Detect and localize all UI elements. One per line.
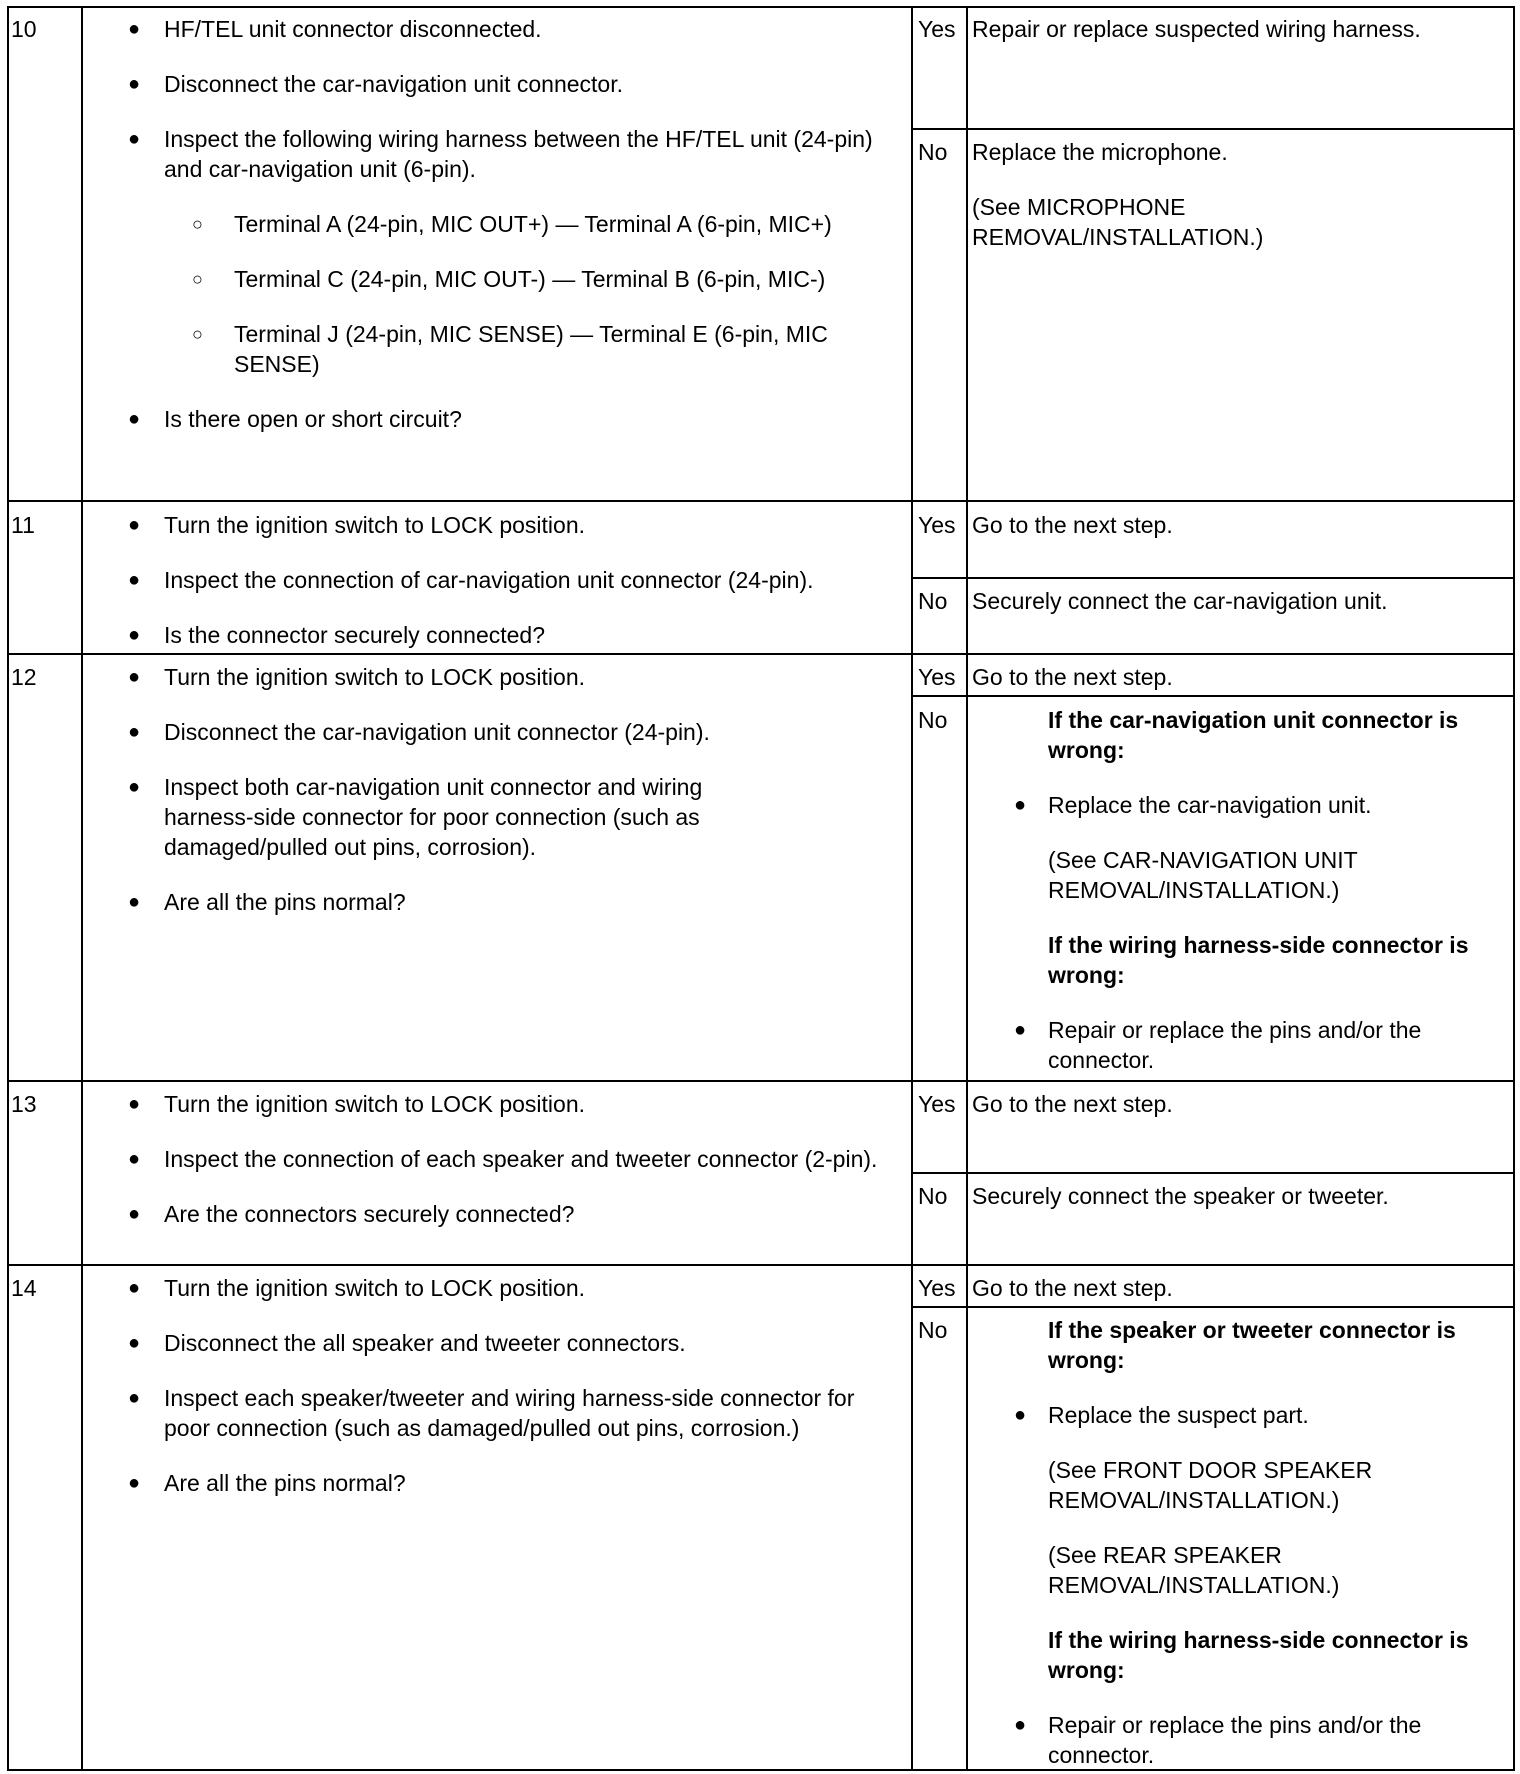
yes-result: Go to the next step. [972,664,1173,690]
action-list [120,510,885,675]
remedy-item: ● Repair or replace the pins and/or the connector. [972,1710,1492,1770]
action-list [120,1273,885,1523]
yes-result: Go to the next step. [972,1275,1173,1301]
action-item: ● Inspect each speaker/tweeter and wiring harness-side connector for poor connection (such as damaged/pulled out pins, corrosion.) [120,1383,885,1443]
condition-heading: If the wiring harness-side connector is wrong: [1048,932,1469,988]
condition-heading: If the speaker or tweeter connector is wrong: [1048,1317,1456,1373]
yes-label: Yes [918,664,956,690]
no-result: Securely connect the car-navigation unit. [972,588,1388,614]
remedy-item: ● Replace the suspect part. [972,1400,1492,1430]
row-divider [7,1264,1515,1266]
yes-no-divider [911,1172,1515,1174]
condition-heading: If the car-navigation unit connector is wrong: [1048,707,1459,763]
action-item: ● Are all the pins normal? [120,1468,885,1498]
reference-note: (See REAR SPEAKER REMOVAL/INSTALLATION.) [1048,1542,1340,1598]
no-label: No [918,588,948,614]
action-item: ● Inspect the connection of car-navigation unit connector (24-pin). [120,565,885,595]
action-item: ● Disconnect the car-navigation unit connector. [120,69,885,99]
yes-label: Yes [918,16,956,42]
no-result [972,1315,1492,1770]
action-list [120,662,780,942]
step-number: 11 [11,512,35,538]
yes-no-divider [911,577,1515,579]
row-divider [7,1080,1515,1082]
yes-label: Yes [918,1091,956,1117]
terminal-item: ○ Terminal A (24-pin, MIC OUT+) — Terminal A (6-pin, MIC+) [164,209,885,239]
terminal-item: ○ Terminal J (24-pin, MIC SENSE) — Terminal E (6-pin, MIC SENSE) [164,319,885,379]
yes-label: Yes [918,1275,956,1301]
action-item: ● Are all the pins normal? [120,887,780,917]
step-number: 10 [11,16,37,42]
yes-label: Yes [918,512,956,538]
no-label: No [918,1317,948,1343]
row-divider [7,500,1515,502]
col-divider-yesno [966,6,968,1771]
reference-note: (See FRONT DOOR SPEAKER REMOVAL/INSTALLATION.) [1048,1457,1373,1513]
action-item: ● Disconnect the all speaker and tweeter connectors. [120,1328,885,1358]
action-item: ● Turn the ignition switch to LOCK position. [120,1089,885,1119]
remedy-item: ● Replace the car-navigation unit. [972,790,1492,820]
condition-heading: If the wiring harness-side connector is wrong: [1048,1627,1469,1683]
no-result: Replace the microphone. (See MICROPHONE REMOVAL/INSTALLATION.) [972,139,1264,250]
no-label: No [918,707,948,733]
action-item: ● Inspect the following wiring harness between the HF/TEL unit (24-pin) and car-navigation unit (6-pin). ○ Terminal A (24-pin, MIC OUT+) — Terminal A (6-pin, MIC+) ○ Terminal C (24-pin, MIC OUT-) — Terminal B (6-pin, MIC-) ○ Terminal J (24-pin, MIC SENSE) — Terminal E (6-pin, MIC SENSE) [120,124,885,379]
reference-note: (See CAR-NAVIGATION UNIT REMOVAL/INSTALLATION.) [1048,847,1358,903]
remedy-item: ● Repair or replace the pins and/or the connector. [972,1015,1492,1075]
no-label: No [918,1183,948,1209]
step-number: 13 [11,1091,37,1117]
yes-no-divider [911,128,1515,130]
yes-result: Go to the next step. [972,1091,1173,1117]
yes-result: Go to the next step. [972,512,1173,538]
terminal-list [164,209,885,379]
no-result: Securely connect the speaker or tweeter. [972,1183,1389,1209]
col-divider-step [81,6,83,1771]
action-item: ● Turn the ignition switch to LOCK position. [120,662,780,692]
action-list [120,14,885,459]
step-number: 12 [11,664,37,690]
action-item: ● Turn the ignition switch to LOCK position. [120,510,885,540]
no-label: No [918,139,948,165]
action-list [120,1089,885,1254]
action-item: ● Inspect the connection of each speaker and tweeter connector (2-pin). [120,1144,885,1174]
action-item: ● Turn the ignition switch to LOCK position. [120,1273,885,1303]
action-item: ● Is the connector securely connected? [120,620,885,650]
step-number: 14 [11,1275,37,1301]
action-item: ● Are the connectors securely connected? [120,1199,885,1229]
yes-result: Repair or replace suspected wiring harness. [972,16,1421,42]
action-item: ● HF/TEL unit connector disconnected. [120,14,885,44]
action-item: ● Is there open or short circuit? [120,404,885,434]
action-item: ● Inspect both car-navigation unit connector and wiring harness-side connector for poor connection (such as damaged/pulled out pins, corrosion). [120,772,780,862]
col-divider-action [911,6,913,1771]
terminal-item: ○ Terminal C (24-pin, MIC OUT-) — Terminal B (6-pin, MIC-) [164,264,885,294]
action-item: ● Disconnect the car-navigation unit connector (24-pin). [120,717,780,747]
no-result [972,705,1492,1075]
